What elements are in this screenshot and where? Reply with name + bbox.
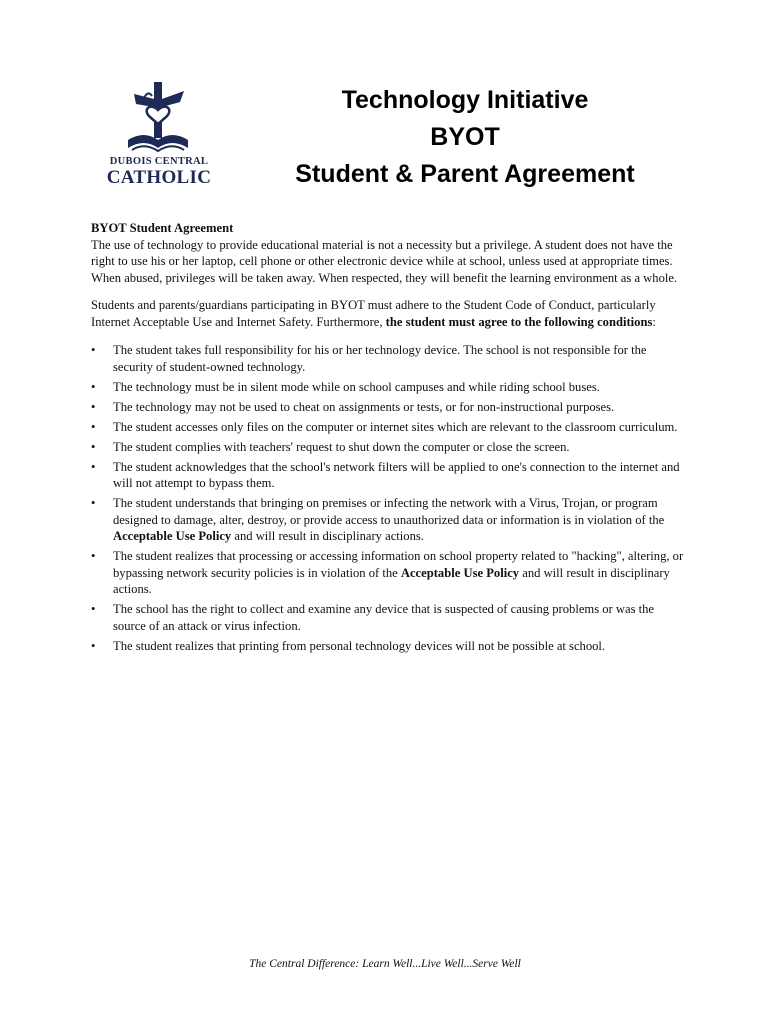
intro-paragraph: The use of technology to provide educational material is not a necessity but a privilege. A student does not have the right to use his or her laptop, cell phone or other electronic device while at school, unless used at appropriate times. When abused, privileges will be taken away. When respected, they will benefit the learning environment as a whole. [91, 237, 678, 285]
bullet-icon: • [91, 399, 96, 414]
list-item [91, 638, 686, 655]
list-item [91, 459, 686, 492]
conditions-text: Students and parents/guardians participating in BYOT must adhere to the Student Code of Conduct, particularly Internet Acceptable Use and Internet Safety. Furthermore, [91, 298, 656, 329]
conditions-bold-text: the student must agree to the following conditions [385, 314, 653, 329]
section-heading: BYOT Student Agreement [91, 221, 234, 235]
list-item [91, 601, 686, 634]
list-item [91, 379, 686, 396]
bullet-icon: • [91, 549, 96, 563]
list-item [91, 419, 686, 436]
conditions-paragraph [91, 297, 686, 330]
bullet-icon: • [91, 343, 96, 357]
policy-name: Acceptable Use Policy [400, 565, 520, 580]
agreement-body [91, 220, 686, 658]
list-item [91, 399, 686, 416]
logo-text-dubois: DUBOIS CENTRAL [109, 156, 209, 167]
footer-motto: The Central Difference: Learn Well...Live Well...Serve Well [249, 958, 521, 970]
list-item-text: The student understands that bringing on premises or infecting the network with a Virus, Trojan, or program designed to damage, alter, destroy, or provide access to unauthorized data or information is in violation of the [113, 496, 665, 527]
school-logo [104, 80, 214, 190]
bullet-icon: • [91, 419, 96, 434]
bullet-icon: • [91, 496, 96, 510]
list-item-text: The student realizes that processing or accessing information on school property related to "hacking", altering, or bypassing network security policies is in violation of the [113, 549, 684, 580]
list-item-text: The student acknowledges that the school's network filters will be applied to one's connection to the internet and will not attempt to bypass them. [113, 459, 680, 490]
logo-text-catholic: CATHOLIC [106, 167, 212, 188]
bullet-icon: • [91, 638, 96, 653]
bullet-icon: • [91, 602, 96, 616]
list-item-text: The technology must be in silent mode while on school campuses and while riding school buses. [113, 379, 600, 394]
conditions-list [91, 342, 686, 654]
bullet-icon: • [91, 439, 96, 454]
list-item [91, 495, 686, 545]
list-item [91, 439, 686, 456]
title-line-1: Technology Initiative [341, 86, 589, 114]
list-item-text: The student accesses only files on the computer or internet sites which are relevant to the classroom curriculum. [113, 419, 678, 434]
cross-book-emblem-icon [104, 80, 214, 160]
list-item [91, 548, 686, 598]
bullet-icon: • [91, 379, 96, 394]
title-line-3: Student & Parent Agreement [295, 160, 635, 188]
list-item [91, 342, 686, 375]
list-item-text: The technology may not be used to cheat on assignments or tests, or for non-instructional purposes. [113, 399, 615, 414]
policy-name: Acceptable Use Policy [113, 529, 232, 543]
list-item-text: The student takes full responsibility for his or her technology device. The school is not responsible for the security of student-owned technology. [113, 343, 647, 374]
conditions-end: : [652, 314, 656, 329]
title-line-2: BYOT [430, 123, 500, 151]
bullet-icon: • [91, 459, 96, 474]
list-item-text: The student realizes that printing from personal technology devices will not be possible at school. [113, 638, 606, 653]
list-item-text-end: and will result in disciplinary actions. [113, 565, 670, 596]
list-item-text-end: and will result in disciplinary actions. [231, 529, 424, 543]
list-item-text: The student complies with teachers' request to shut down the computer or close the screen. [113, 439, 570, 454]
list-item-text: The school has the right to collect and examine any device that is suspected of causing problems or was the source of an attack or virus infection. [113, 602, 655, 633]
